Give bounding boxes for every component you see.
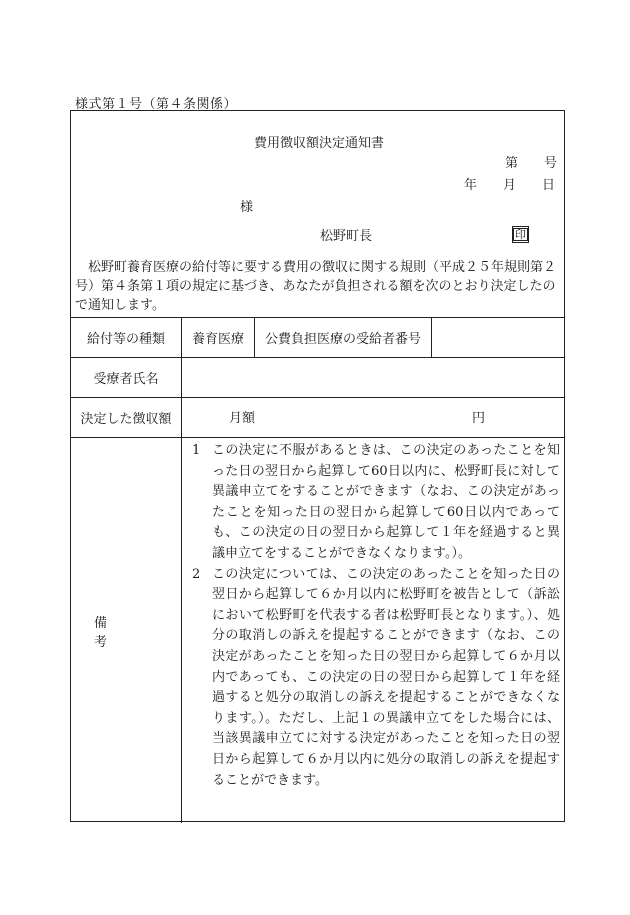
document-number-line: 第 号 xyxy=(505,156,558,171)
recipient-number-field[interactable] xyxy=(432,318,564,358)
monthly-amount-label: 月額 xyxy=(229,411,256,426)
yen-unit-label: 円 xyxy=(472,411,486,426)
patient-name-field[interactable] xyxy=(182,358,564,398)
form-number-label: 様式第１号（第４条関係） xyxy=(75,97,238,112)
benefit-type-label: 給付等の種類 xyxy=(71,318,182,358)
decided-amount-label: 決定した徴収額 xyxy=(71,398,182,438)
addressee-suffix: 様 xyxy=(240,200,254,215)
notice-header xyxy=(71,111,564,318)
notice-body-text: 松野町養育医療の給付等に要する費用の徴収に関する規則（平成２５年規則第２号）第４条第１項の規定に基づき、あなたが負担される額を次のとおり決定したので通知します。 xyxy=(75,260,557,313)
remarks-item: 1 この決定に不服があるときは、この決定のあったことを知った日の翌日から起算して60日以内に、松野町長に対して異議申立てをすることができます（なお、この決定があったことを知った日の翌日から起算して60日以内であっても、この決定の日の翌日から起算して１年を経過すると異議申立てをすることができなくなります。）。 xyxy=(192,443,560,561)
decided-amount-field[interactable] xyxy=(182,398,564,438)
issuer-name: 松野町長 xyxy=(320,229,373,244)
remarks-item: 2 この決定については、この決定のあったことを知った日の翌日から起算して６か月以内に松野町を被告として（訴訟において松野町を代表する者は松野町長となります。）、処分の取消しの訴えを提起することができます（なお、この決定があったことを知った日の翌日から起算して６か月以内であっても、この決定の日の翌日から起算して１年を経過すると処分の取消しの訴えを提起することができなくなります。）。ただし、上記１の異議申立てをした場合には、当該異議申立てに対する決定があったことを知った日の翌日から起算して６か月以内に処分の取消しの訴えを提起することができます。 xyxy=(192,566,560,788)
benefit-type-value: 養育医療 xyxy=(182,318,255,358)
notice-title: 費用徴収額決定通知書 xyxy=(254,136,385,151)
seal-mark: 印 xyxy=(512,226,529,243)
patient-name-label: 受療者氏名 xyxy=(71,358,182,398)
remarks-label: 備 考 xyxy=(71,438,182,823)
notice-form xyxy=(70,110,565,822)
recipient-number-label: 公費負担医療の受給者番号 xyxy=(255,318,432,358)
remarks-content xyxy=(182,438,564,823)
date-line: 年 月 日 xyxy=(464,178,556,193)
